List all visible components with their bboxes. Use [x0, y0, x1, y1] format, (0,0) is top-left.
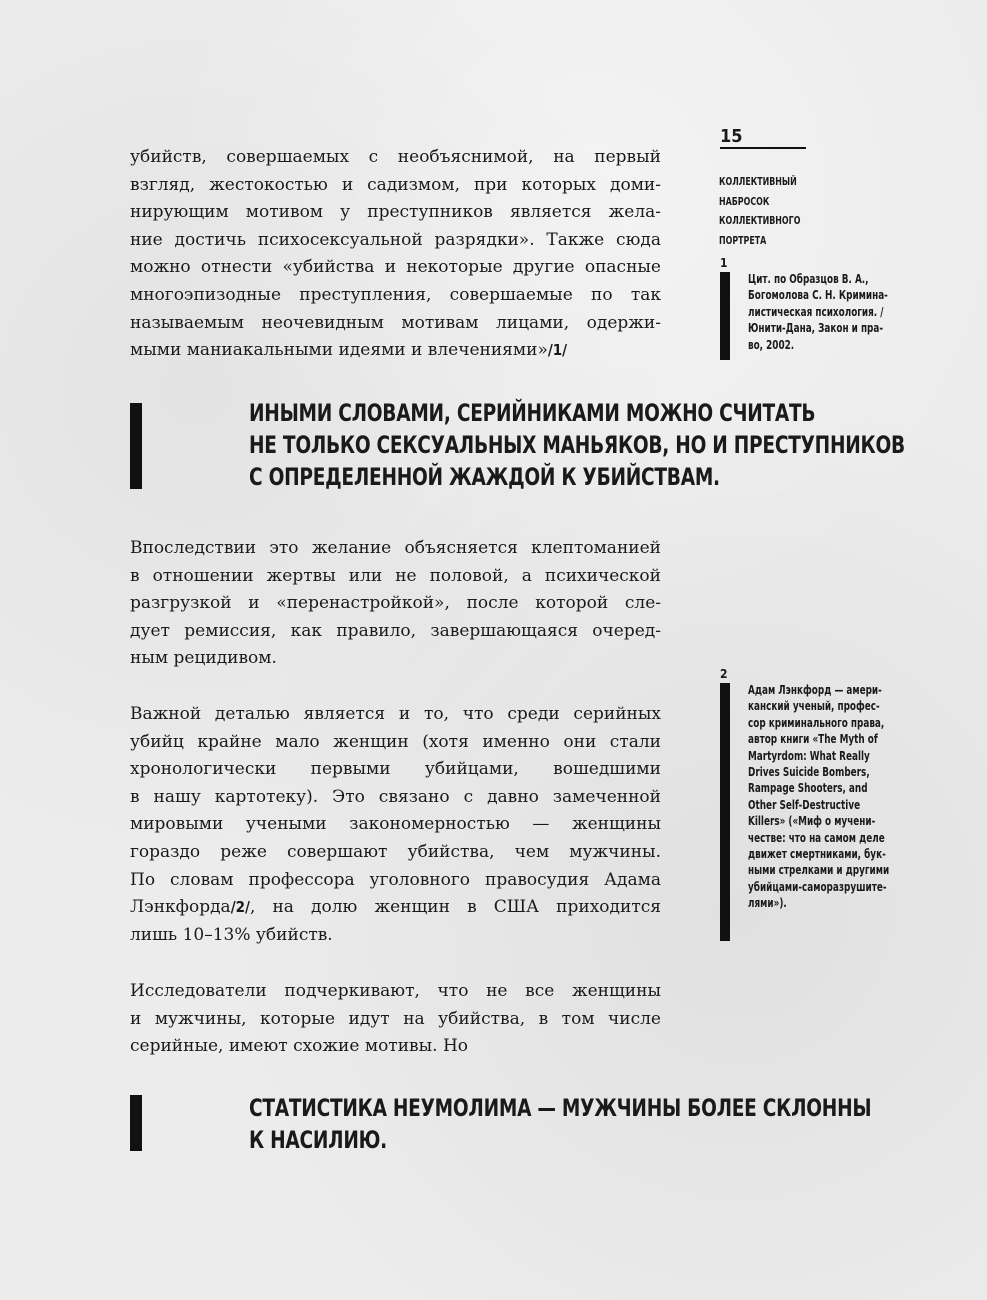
text-line: дует ремиссия, как правило, завершающаяся очеред- — [130, 620, 661, 641]
running-title-line: НАБРОСОК — [719, 194, 770, 208]
running-title-line: КОЛЛЕКТИВНОГО — [719, 214, 801, 227]
text-line: ние достичь психосексуальной разрядки». Также сюда — [130, 229, 661, 250]
footnote-2-bar — [720, 683, 730, 941]
text-line — [130, 337, 661, 365]
text-segment: мыми маниакальными идеями и влечениями» — [130, 340, 548, 361]
quote-line: С ОПРЕДЕЛЕННОЙ ЖАЖДОЙ К УБИЙСТВАМ. — [249, 463, 720, 491]
text-line: серийные, имеют схожие мотивы. Но — [130, 1036, 469, 1057]
footnote-1-number: 1 — [720, 256, 728, 270]
footnote-line: Drives Suicide Bombers, — [748, 765, 870, 780]
text-line: в нашу картотеку). Это связано с давно замеченной — [130, 786, 661, 807]
text-line: хронологически первыми убийцами, вошедшими — [130, 759, 661, 780]
quote-line: ИНЫМИ СЛОВАМИ, СЕРИЙНИКАМИ МОЖНО СЧИТАТЬ — [249, 399, 816, 427]
footnote-2-text — [748, 682, 889, 912]
footnote-line: убийцами-саморазрушите- — [748, 879, 887, 894]
footnote-line: честве: что на самом деле — [748, 830, 885, 845]
text-line: нирующим мотивом у преступников является жела- — [130, 202, 661, 223]
text-line: взгляд, жестокостью и садизмом, при которых доми- — [130, 174, 661, 195]
quote-line: НЕ ТОЛЬКО СЕКСУАЛЬНЫХ МАНЬЯКОВ, НО И ПРЕСТУПНИКОВ — [249, 431, 905, 459]
text-line: и мужчины, которые идут на убийства, в том числе — [130, 1008, 661, 1029]
text-line: ным рецидивом. — [130, 648, 277, 669]
paragraph-3 — [130, 701, 661, 949]
text-line — [130, 894, 661, 922]
footnote-line: автор книги «The Myth of — [748, 732, 878, 747]
footnote-line: Цит. по Образцов В. А., — [748, 272, 869, 286]
paragraph-1 — [130, 144, 661, 365]
text-segment: Лэнкфорда — [130, 897, 231, 918]
text-line: Исследователи подчеркивают, что не все женщины — [130, 981, 661, 1001]
text-line: называемым неочевидным мотивам лицами, одержи- — [130, 312, 661, 333]
footnote-line: Killers» («Миф о мучени- — [748, 814, 876, 829]
reference-marker: /1/ — [547, 341, 568, 360]
running-title-line: ПОРТРЕТА — [719, 233, 767, 247]
text-line: мировыми учеными закономерностью — женщины — [130, 814, 661, 835]
text-line: гораздо реже совершают убийства, чем мужчины. — [130, 841, 661, 862]
footnote-line: Martyrdom: What Really — [748, 748, 870, 763]
footnote-line: ными стрелками и другими — [748, 863, 890, 878]
footnote-line: лями»). — [748, 896, 787, 911]
paragraph-2 — [130, 535, 661, 673]
text-line: убийц крайне мало женщин (хотя именно они стали — [130, 731, 661, 752]
quote-line: К НАСИЛИЮ. — [249, 1126, 387, 1154]
text-line: Важной деталью является и то, что среди серийных — [130, 704, 661, 724]
footnote-line: канский ученый, профес- — [748, 699, 880, 714]
running-title-line: КОЛЛЕКТИВНЫЙ — [719, 175, 797, 188]
footnote-1-text — [748, 271, 888, 353]
footnote-1-bar — [720, 272, 730, 360]
footnote-line: Адам Лэнкфорд — амери- — [748, 683, 882, 697]
text-line: в отношении жертвы или не половой, а психической — [130, 565, 661, 586]
text-line: Впоследствии это желание объясняется клептоманией — [130, 538, 661, 558]
text-line: можно отнести «убийства и некоторые другие опасные — [130, 257, 661, 278]
text-line: разгрузкой и «перенастройкой», после которой сле- — [130, 593, 661, 614]
footnote-line: Богомолова С. Н. Кримина- — [748, 288, 888, 303]
pull-quote-1 — [249, 397, 905, 493]
text-line: По словам профессора уголовного правосудия Адама — [130, 869, 661, 890]
quote-2-bar — [130, 1095, 142, 1151]
footnote-line: Rampage Shooters, and — [748, 781, 868, 796]
footnote-line: сор криминального права, — [748, 715, 885, 730]
page-number: 15 — [720, 126, 743, 147]
footnote-line: движет смертниками, бук- — [748, 847, 886, 862]
paragraph-4 — [130, 978, 661, 1061]
text-segment: , на долю женщин в США приходится — [249, 897, 661, 918]
footnote-line: Юнити-Дана, Закон и пра- — [748, 321, 884, 336]
footnote-2-number: 2 — [720, 667, 728, 681]
pull-quote-2 — [249, 1092, 871, 1156]
footnote-line: листическая психология. / — [748, 304, 884, 319]
text-line: убийств, совершаемых с необъяснимой, на первый — [130, 147, 661, 167]
page-number-rule — [720, 147, 806, 149]
quote-1-bar — [130, 403, 142, 489]
quote-line: СТАТИСТИКА НЕУМОЛИМА — МУЖЧИНЫ БОЛЕЕ СКЛОННЫ — [249, 1094, 872, 1122]
footnote-line: Other Self-Destructive — [748, 797, 861, 812]
text-line: лишь 10–13% убийств. — [130, 924, 333, 945]
running-title — [719, 172, 800, 250]
footnote-line: во, 2002. — [748, 337, 795, 352]
reference-marker: /2/ — [230, 898, 250, 917]
text-line: многоэпизодные преступления, совершаемые по так — [130, 284, 661, 305]
